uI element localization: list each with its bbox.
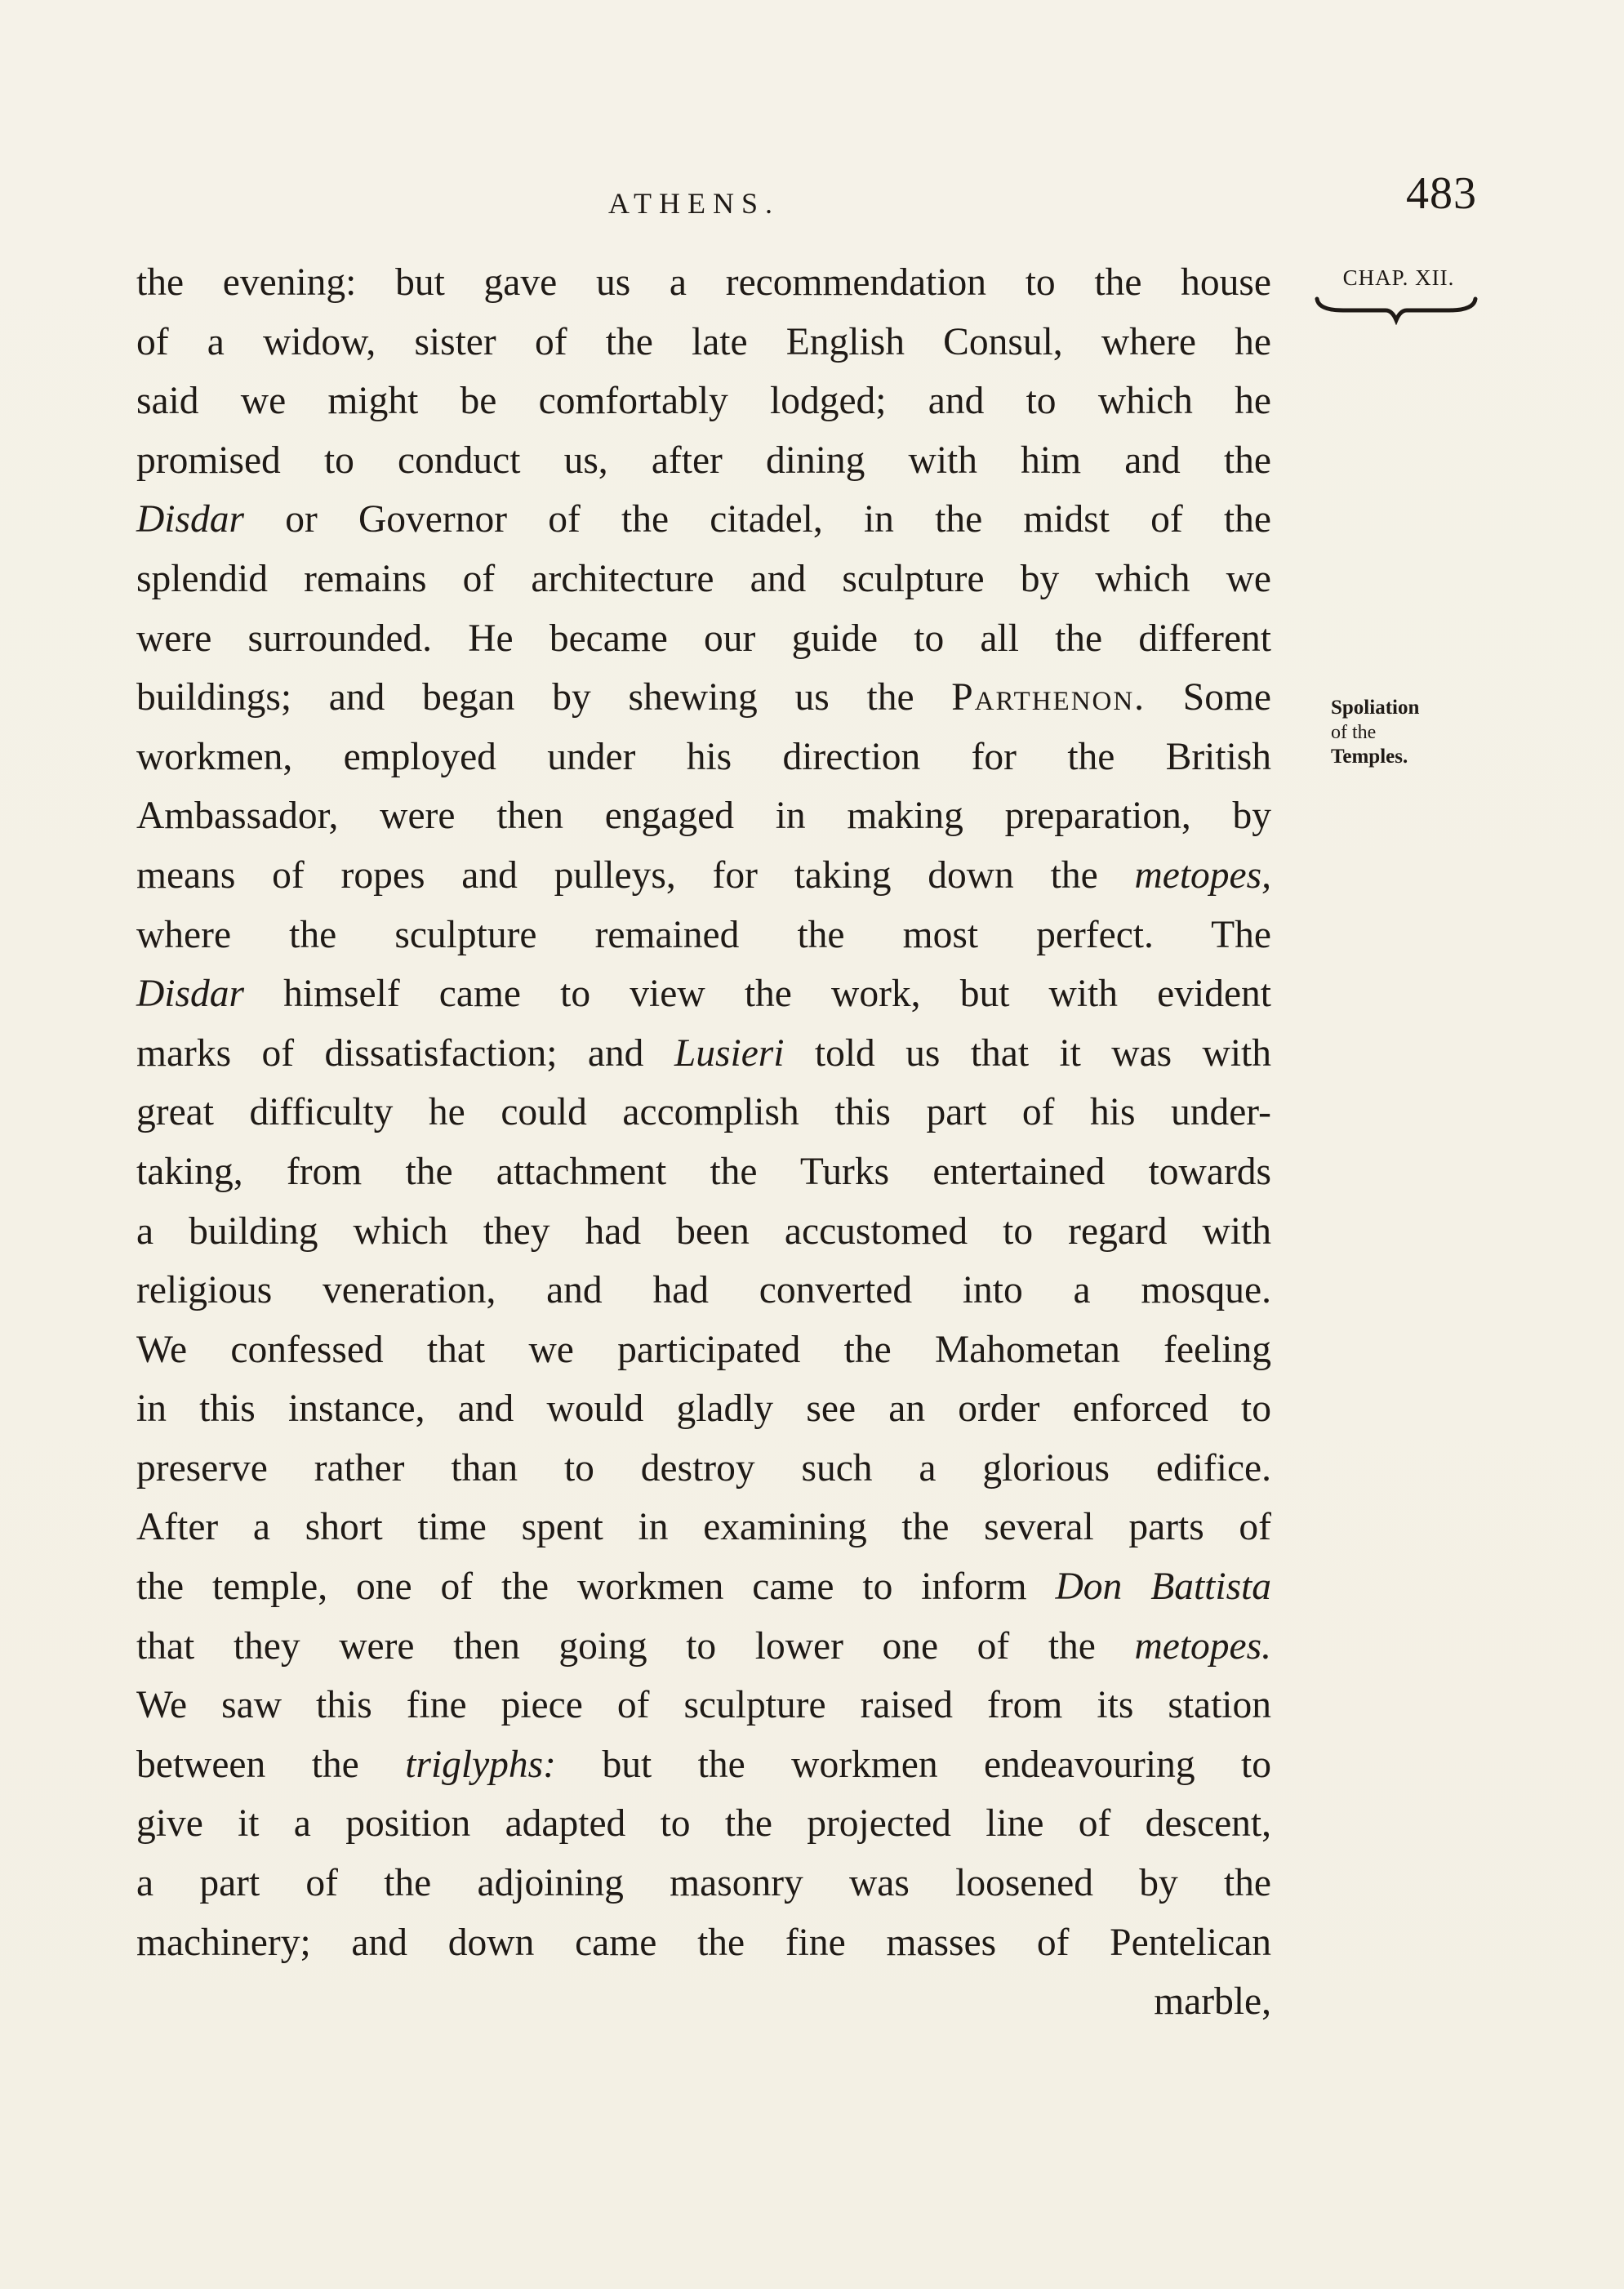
text-line: religious veneration, and had converted into a mosque. [136,1269,1271,1312]
text-line: Ambassador, were then engaged in making preparation, by [136,795,1271,838]
catchword: marble, [1154,1980,1271,2024]
italic-term: Don Battista [1055,1565,1271,1609]
text-line: a building which they had been accustomed to regard with [136,1209,1271,1253]
text-line: said we might be comfortably lodged; and to which he [136,380,1271,423]
italic-term: metopes, [1134,853,1271,897]
chapter-marker: CHAP. XII. [1342,265,1455,290]
text-line: taking, from the attachment the Turks entertained towards [136,1150,1271,1193]
body-text [136,253,1271,2032]
sidenote-line-1: Spoliation [1331,697,1420,719]
text-line: means of ropes and pulleys, for taking down the metopes, [136,853,1271,897]
italic-term: Disdar [136,973,244,1016]
italic-term: triglyphs: [405,1743,556,1786]
text-line: a part of the adjoining masonry was loosened by the [136,1862,1271,1905]
text-line: the temple, one of the workmen came to inform Don Battista [136,1565,1271,1609]
text-line: We saw this fine piece of sculpture raised from its station [136,1684,1271,1727]
sidenote-line-2: of the [1331,722,1377,743]
text-line: give it a position adapted to the projected line of descent, [136,1802,1271,1846]
running-head: ATHENS. [607,187,780,220]
text-line: between the triglyphs: but the workmen endeavouring to [136,1743,1272,1786]
text-line: We confessed that we participated the Mahometan feeling [136,1328,1271,1371]
page-number: 483 [1406,168,1477,219]
text-line: After a short time spent in examining the several parts of [136,1506,1271,1549]
text-line: marks of dissatisfaction; and Lusieri told us that it was with [136,1031,1272,1075]
italic-term: Disdar [136,498,244,541]
text-line: Disdar or Governor of the citadel, in the midst of the [136,498,1271,541]
text-line: the evening: but gave us a recommendation to the house [136,261,1271,304]
italic-term: Lusieri [674,1031,785,1075]
text-line: in this instance, and would gladly see an order enforced to [136,1387,1271,1431]
text-line: of a widow, sister of the late English Consul, where he [136,320,1271,363]
italic-term: metopes. [1134,1624,1271,1668]
text-line: machinery; and down came the fine masses of Pentelican [136,1921,1271,1964]
text-line: promised to conduct us, after dining with him and the [136,439,1271,482]
text-line: that they were then going to lower one of the metopes. [136,1624,1271,1668]
margin-sidenote [1331,696,1462,769]
small-caps-term: Parthenon. [951,676,1146,719]
text-line: buildings; and began by shewing us the Parthenon. Some [136,676,1271,719]
text-line: preserve rather than to destroy such a glorious edifice. [136,1446,1271,1490]
text-line: Disdar himself came to view the work, but with evident [136,973,1271,1016]
brace-ornament-icon [1310,296,1482,325]
text-line: where the sculpture remained the most perfect. The [136,913,1271,956]
text-line: workmen, employed under his direction for the British [136,735,1271,778]
sidenote-line-3: Temples. [1331,746,1408,768]
text-line: splendid remains of architecture and sculpture by which we [136,557,1271,600]
text-line: great difficulty he could accomplish this part of his under- [136,1091,1271,1134]
text-line: were surrounded. He became our guide to all the different [136,617,1271,660]
